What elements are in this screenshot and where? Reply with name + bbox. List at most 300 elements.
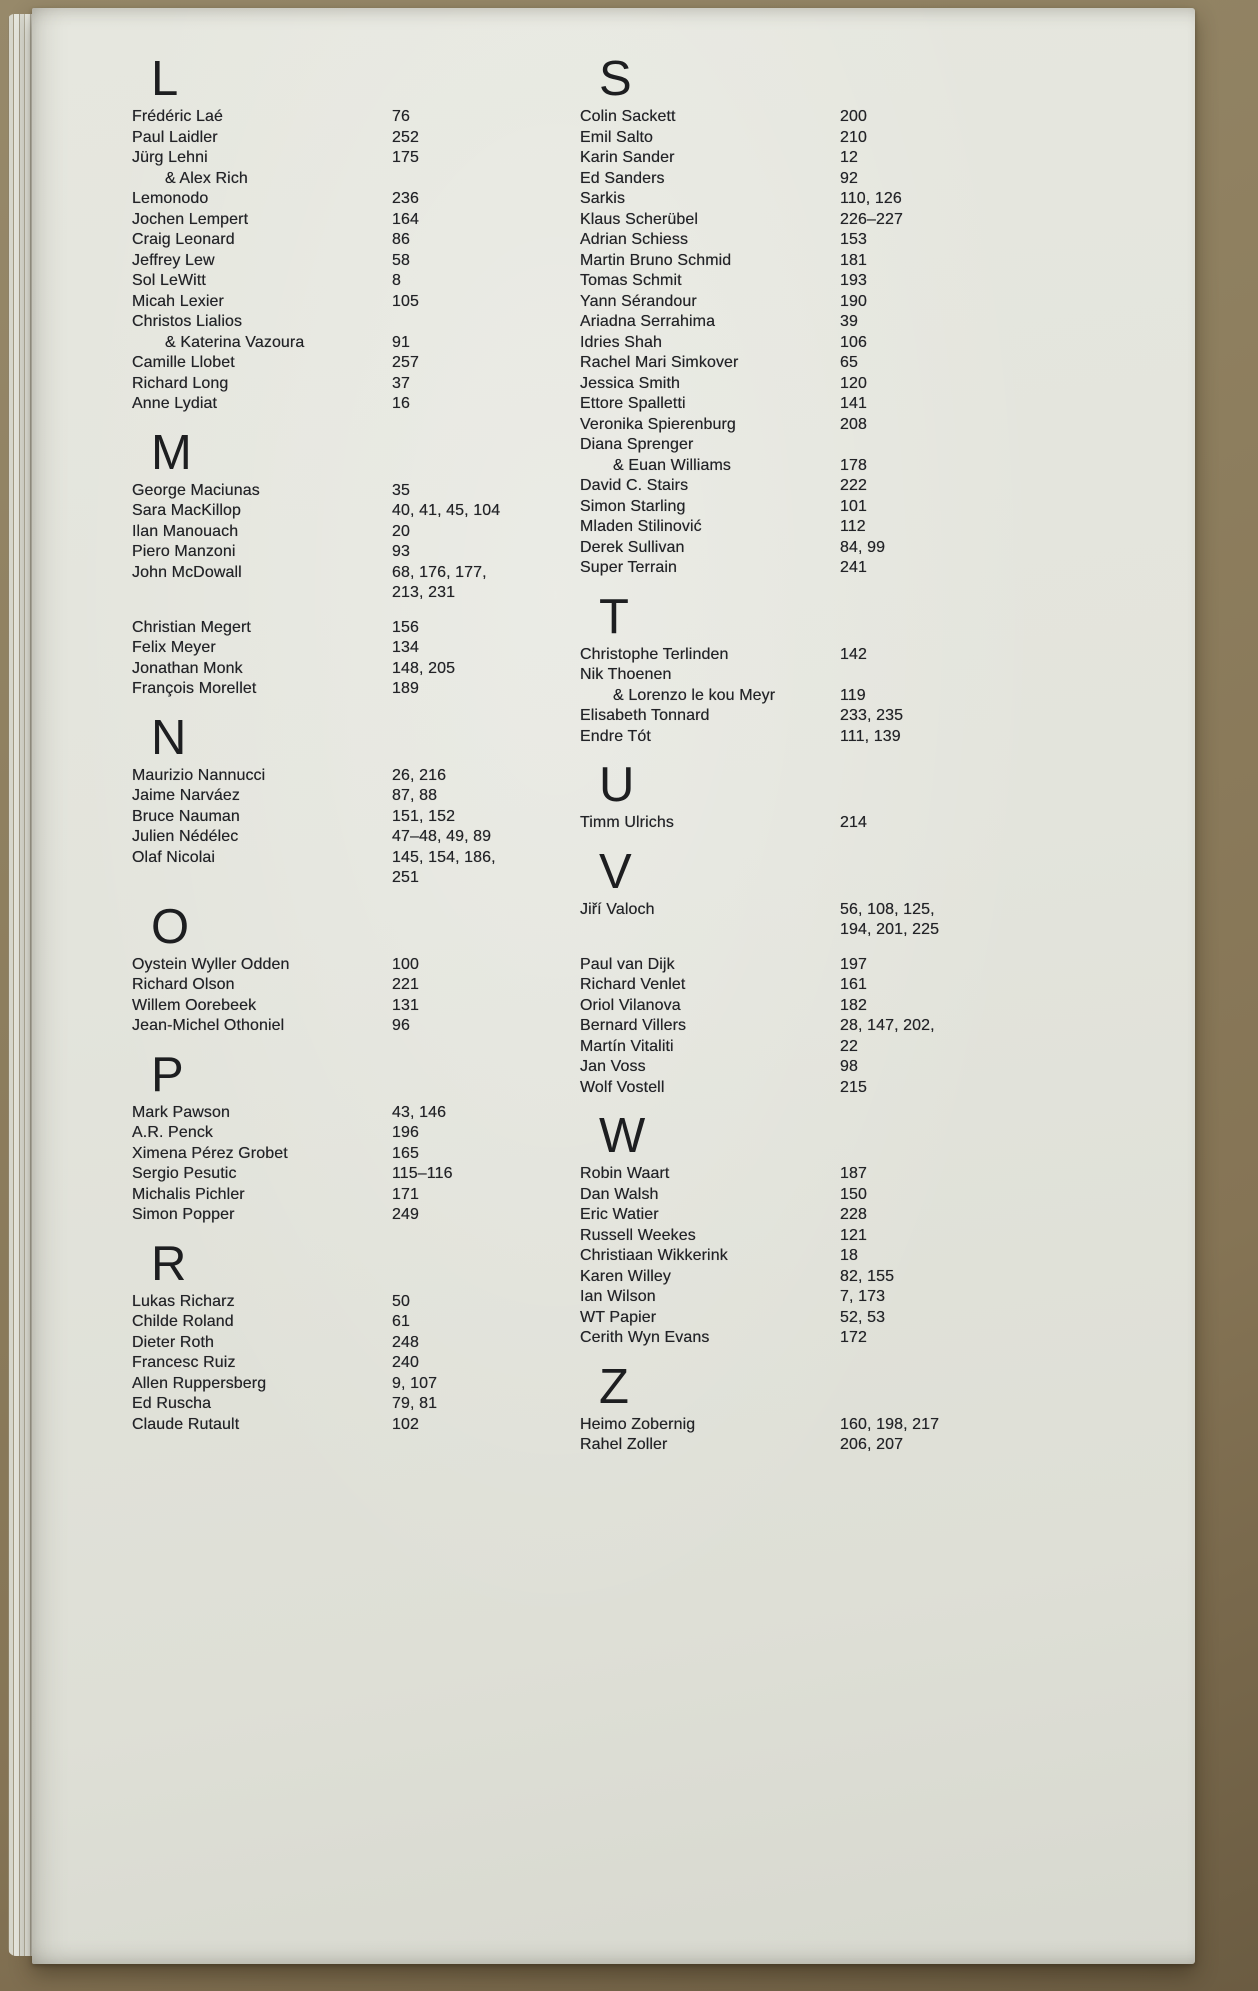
index-row — [580, 727, 1080, 748]
entry-name: Sol LeWitt — [132, 272, 206, 289]
index-row — [132, 955, 584, 976]
entry-pages: 252 — [392, 128, 419, 146]
entry-name: Simon Popper — [132, 1206, 235, 1223]
entry-pages: 119 — [840, 686, 866, 704]
index-row — [580, 900, 1080, 921]
index-row — [132, 807, 584, 828]
index-row — [132, 1164, 584, 1185]
entry-pages: 194, 201, 225 — [840, 921, 940, 938]
index-row — [580, 645, 1080, 666]
section-letter: V — [599, 844, 633, 899]
entry-pages: 8 — [392, 272, 401, 289]
index-row — [580, 1164, 1080, 1185]
entry-name: Derek Sullivan — [580, 538, 685, 556]
entry-pages: 142 — [840, 645, 867, 663]
entry-name: Felix Meyer — [132, 639, 216, 656]
entry-name: Simon Starling — [580, 497, 686, 515]
index-row — [580, 920, 1080, 941]
entry-name: Heimo Zobernig — [580, 1415, 696, 1433]
entry-pages: 175 — [392, 149, 419, 166]
entry-name: Eric Watier — [580, 1206, 659, 1223]
entry-name: Cerith Wyn Evans — [580, 1329, 710, 1346]
entry-pages: 187 — [840, 1165, 867, 1182]
entry-name: Adrian Schiess — [580, 231, 689, 248]
entry-name: Dieter Roth — [132, 1333, 215, 1351]
index-row — [132, 563, 584, 584]
entry-name: Jaime Narváez — [132, 787, 241, 804]
index-section-U — [580, 760, 1080, 834]
section-letter: L — [151, 52, 179, 106]
entry-pages: 61 — [392, 1313, 410, 1330]
entry-name: Sarkis — [580, 190, 626, 207]
index-row — [132, 786, 584, 807]
entry-pages: 18 — [840, 1247, 858, 1264]
entry-name: Ian Wilson — [580, 1288, 656, 1305]
entry-pages: 91 — [392, 333, 410, 351]
entry-pages: 65 — [840, 354, 858, 371]
index-row — [580, 1287, 1080, 1308]
entry-name: WT Papier — [580, 1308, 657, 1326]
entry-name: Ilan Manouach — [132, 522, 239, 540]
entry-pages: 16 — [392, 395, 410, 412]
entry-pages: 35 — [392, 481, 410, 499]
index-row — [580, 394, 1080, 415]
entry-name: Jessica Smith — [580, 374, 680, 392]
index-row — [580, 517, 1080, 538]
index-row — [132, 659, 584, 680]
entry-pages: 206, 207 — [840, 1436, 904, 1453]
index-row — [132, 230, 584, 251]
entry-name: Wolf Vostell — [580, 1078, 665, 1096]
entry-pages: 93 — [392, 543, 410, 560]
entry-name: Colin Sackett — [580, 108, 676, 125]
index-row — [580, 251, 1080, 272]
entry-pages: 111, 139 — [840, 727, 901, 745]
index-row — [580, 189, 1080, 210]
entry-pages: 208 — [840, 415, 867, 433]
section-letter: O — [151, 899, 190, 954]
entry-name: Lemonodo — [132, 190, 209, 207]
entry-name: Yann Sérandour — [580, 292, 697, 310]
index-row — [132, 618, 584, 639]
index-section-L — [132, 54, 584, 415]
index-row — [580, 456, 1080, 477]
entry-name: Julien Nédélec — [132, 828, 239, 845]
entry-pages: 84, 99 — [840, 538, 886, 556]
entry-pages: 28, 147, 202, — [840, 1017, 935, 1034]
entry-pages: 92 — [840, 169, 858, 187]
index-section-W — [580, 1111, 1080, 1349]
entry-name: Maurizio Nannucci — [132, 766, 266, 784]
entry-name: Sergio Pesutic — [132, 1165, 237, 1182]
entry-name: Jeffrey Lew — [132, 251, 215, 269]
entry-pages: 151, 152 — [392, 807, 456, 825]
index-row — [580, 353, 1080, 374]
entry-name: Diana Sprenger — [580, 436, 694, 453]
index-row — [580, 148, 1080, 169]
entry-name: & Euan Williams — [613, 456, 731, 474]
index-row — [132, 975, 584, 996]
entry-pages: 190 — [840, 292, 867, 310]
entry-name: A.R. Penck — [132, 1124, 214, 1141]
entry-name: Timm Ulrichs — [580, 814, 674, 831]
index-row — [132, 1123, 584, 1144]
index-row — [580, 1267, 1080, 1288]
entry-name: Ed Ruscha — [132, 1395, 212, 1412]
entry-name: Veronika Spierenburg — [580, 415, 736, 433]
entry-pages: 172 — [840, 1329, 867, 1346]
entry-pages: 236 — [392, 190, 419, 207]
entry-name: Emil Salto — [580, 128, 654, 146]
index-row — [132, 1185, 584, 1206]
index-section-T — [580, 589, 1080, 748]
index-row — [132, 1374, 584, 1395]
index-row — [132, 1292, 584, 1313]
entry-pages: 153 — [840, 231, 867, 248]
index-section-S — [580, 54, 1080, 579]
entry-pages: 110, 126 — [840, 190, 902, 207]
entry-pages: 9, 107 — [392, 1374, 438, 1392]
entry-name: Childe Roland — [132, 1313, 234, 1330]
entry-pages: 12 — [840, 149, 858, 166]
section-letter: W — [599, 1109, 646, 1163]
entry-pages: 210 — [840, 128, 867, 146]
index-section-R — [132, 1236, 584, 1436]
entry-name: Klaus Scherübel — [580, 210, 699, 228]
entry-name: Idries Shah — [580, 333, 663, 351]
entry-name: Camille Llobet — [132, 354, 235, 371]
entry-name: Paul van Dijk — [580, 955, 675, 973]
entry-pages: 257 — [392, 354, 419, 371]
entry-pages: 221 — [392, 976, 419, 993]
entry-name: John McDowall — [132, 563, 242, 581]
index-row — [132, 522, 584, 543]
entry-name: & Alex Rich — [165, 169, 248, 187]
entry-name: Craig Leonard — [132, 231, 235, 248]
entry-name: Mladen Stilinović — [580, 518, 702, 535]
index-row — [580, 312, 1080, 333]
entry-name: George Maciunas — [132, 481, 260, 499]
entry-name: Piero Manzoni — [132, 543, 236, 560]
section-letter: P — [151, 1047, 185, 1102]
entry-name: Christophe Terlinden — [580, 645, 729, 663]
index-row — [132, 189, 584, 210]
entry-name: Nik Thoenen — [580, 666, 672, 683]
entry-pages: 156 — [392, 618, 419, 636]
entry-name: Bernard Villers — [580, 1017, 687, 1034]
entry-name: Anne Lydiat — [132, 395, 218, 412]
entry-name: Ximena Pérez Grobet — [132, 1144, 288, 1162]
index-row — [580, 1226, 1080, 1247]
entry-pages: 249 — [392, 1206, 419, 1223]
entry-pages: 76 — [392, 108, 410, 125]
entry-name: Super Terrain — [580, 559, 678, 576]
index-row — [580, 210, 1080, 231]
entry-pages: 50 — [392, 1292, 410, 1310]
entry-pages: 213, 231 — [392, 584, 456, 601]
entry-name: Karin Sander — [580, 149, 675, 166]
index-row — [132, 827, 584, 848]
entry-pages: 82, 155 — [840, 1267, 895, 1285]
entry-pages: 141 — [840, 395, 867, 412]
index-row — [132, 848, 584, 869]
index-row — [132, 583, 584, 604]
index-row — [132, 271, 584, 292]
index-row — [580, 1415, 1080, 1436]
index-row — [580, 1328, 1080, 1349]
index-row — [132, 1312, 584, 1333]
entry-pages: 241 — [840, 559, 867, 576]
entry-name: Oriol Vilanova — [580, 996, 681, 1014]
entry-pages: 96 — [392, 1017, 410, 1034]
index-row — [580, 538, 1080, 559]
entry-name: Mark Pawson — [132, 1103, 231, 1121]
entry-pages: 161 — [840, 976, 867, 993]
entry-pages: 200 — [840, 108, 867, 125]
entry-pages: 240 — [392, 1354, 419, 1371]
index-row — [580, 107, 1080, 128]
index-row — [580, 271, 1080, 292]
index-column-left — [132, 54, 584, 1435]
entry-name: Micah Lexier — [132, 292, 224, 310]
entry-pages: 197 — [840, 955, 867, 973]
index-row — [580, 1308, 1080, 1329]
entry-name: Bruce Nauman — [132, 807, 240, 825]
entry-name: Rachel Mari Simkover — [580, 354, 739, 371]
index-row — [132, 1394, 584, 1415]
index-section-P — [132, 1047, 584, 1226]
index-row — [132, 542, 584, 563]
entry-pages: 164 — [392, 210, 419, 228]
entry-pages: 182 — [840, 996, 867, 1014]
index-row — [580, 1435, 1080, 1456]
entry-name: Tomas Schmit — [580, 272, 682, 289]
index-row — [132, 169, 584, 190]
index-row — [580, 1057, 1080, 1078]
index-row — [132, 353, 584, 374]
entry-name: Martin Bruno Schmid — [580, 251, 732, 269]
entry-pages: 100 — [392, 955, 419, 973]
index-row — [580, 292, 1080, 313]
entry-pages: 215 — [840, 1078, 867, 1096]
entry-name: Francesc Ruiz — [132, 1354, 236, 1371]
index-row — [580, 1016, 1080, 1037]
index-row — [580, 497, 1080, 518]
entry-name: Rahel Zoller — [580, 1436, 668, 1453]
index-row — [132, 868, 584, 889]
entry-pages: 222 — [840, 477, 867, 494]
index-column-right — [580, 54, 1080, 1456]
index-row — [132, 1103, 584, 1124]
index-row — [132, 501, 584, 522]
entry-name: Richard Long — [132, 374, 229, 392]
index-row — [132, 1333, 584, 1354]
entry-pages: 226–227 — [840, 210, 903, 228]
entry-name: Martín Vitaliti — [580, 1037, 674, 1055]
index-row — [132, 1353, 584, 1374]
entry-name: Willem Oorebeek — [132, 996, 257, 1014]
entry-pages: 98 — [840, 1058, 858, 1075]
index-section-O — [132, 899, 584, 1037]
entry-name: Jiří Valoch — [580, 900, 655, 918]
entry-name: Karen Willey — [580, 1267, 672, 1285]
entry-name: Jochen Lempert — [132, 210, 249, 228]
entry-pages: 87, 88 — [392, 787, 438, 804]
entry-name: Olaf Nicolai — [132, 848, 216, 866]
section-letter: M — [151, 425, 193, 480]
entry-name: Paul Laidler — [132, 128, 218, 146]
entry-pages: 178 — [840, 456, 867, 474]
index-row — [132, 292, 584, 313]
entry-name: Michalis Pichler — [132, 1185, 245, 1203]
index-section-N — [132, 710, 584, 889]
entry-name: Jean-Michel Othoniel — [132, 1017, 285, 1034]
index-page — [32, 8, 1195, 1964]
index-row — [132, 394, 584, 415]
entry-name: Richard Venlet — [580, 976, 686, 993]
index-section-Z — [580, 1359, 1080, 1456]
index-row — [132, 1144, 584, 1165]
index-row — [580, 558, 1080, 579]
index-row — [580, 1205, 1080, 1226]
entry-name: Jürg Lehni — [132, 149, 208, 166]
index-row — [580, 230, 1080, 251]
entry-pages: 115–116 — [392, 1165, 453, 1182]
entry-pages: 22 — [840, 1037, 858, 1055]
section-letter: S — [599, 52, 633, 106]
entry-pages: 106 — [840, 333, 867, 351]
section-letter: R — [151, 1236, 187, 1291]
entry-pages: 120 — [840, 374, 867, 392]
entry-name: Elisabeth Tonnard — [580, 707, 710, 724]
entry-pages: 43, 146 — [392, 1103, 447, 1121]
entry-pages: 189 — [392, 680, 419, 697]
entry-pages: 79, 81 — [392, 1395, 438, 1412]
entry-pages: 171 — [392, 1185, 419, 1203]
entry-name: François Morellet — [132, 680, 257, 697]
entry-name: Allen Ruppersberg — [132, 1374, 267, 1392]
index-row — [580, 374, 1080, 395]
index-row — [580, 476, 1080, 497]
entry-name: Lukas Richarz — [132, 1292, 235, 1310]
entry-pages: 121 — [840, 1226, 867, 1244]
entry-name: Russell Weekes — [580, 1226, 696, 1244]
entry-pages: 165 — [392, 1144, 419, 1162]
entry-name: Frédéric Laé — [132, 108, 224, 125]
index-row — [132, 481, 584, 502]
entry-pages: 7, 173 — [840, 1288, 886, 1305]
entry-name: & Katerina Vazoura — [165, 333, 305, 351]
entry-name: Christian Megert — [132, 618, 251, 636]
entry-name: & Lorenzo le kou Meyr — [613, 686, 776, 704]
entry-name: Ariadna Serrahima — [580, 313, 716, 330]
entry-name: Ed Sanders — [580, 169, 665, 187]
index-row — [580, 686, 1080, 707]
index-row — [132, 148, 584, 169]
entry-name: David C. Stairs — [580, 477, 689, 494]
entry-pages: 228 — [840, 1206, 867, 1223]
entry-name: Oystein Wyller Odden — [132, 955, 290, 973]
index-row — [580, 415, 1080, 436]
section-letter: T — [599, 589, 630, 644]
entry-pages: 101 — [840, 497, 867, 515]
index-row — [132, 312, 584, 333]
entry-pages: 248 — [392, 1333, 419, 1351]
entry-pages: 39 — [840, 313, 858, 330]
entry-pages: 150 — [840, 1185, 867, 1203]
index-row — [132, 1415, 584, 1436]
index-row — [132, 374, 584, 395]
index-row — [132, 766, 584, 787]
index-row — [580, 1078, 1080, 1099]
entry-pages: 131 — [392, 996, 419, 1014]
entry-pages: 233, 235 — [840, 707, 904, 724]
entry-pages: 40, 41, 45, 104 — [392, 502, 501, 519]
index-row — [132, 638, 584, 659]
entry-pages: 68, 176, 177, — [392, 563, 487, 581]
index-row — [132, 1205, 584, 1226]
entry-pages: 52, 53 — [840, 1308, 886, 1326]
index-row — [580, 813, 1080, 834]
index-section-M — [132, 425, 584, 700]
index-row — [132, 210, 584, 231]
index-row — [580, 1185, 1080, 1206]
entry-pages: 105 — [392, 292, 419, 310]
entry-pages: 214 — [840, 814, 867, 831]
entry-pages: 145, 154, 186, — [392, 848, 496, 866]
entry-pages: 160, 198, 217 — [840, 1415, 940, 1433]
index-row — [132, 333, 584, 354]
section-letter: N — [151, 710, 187, 765]
entry-pages: 196 — [392, 1124, 419, 1141]
entry-name: Robin Waart — [580, 1165, 670, 1182]
entry-pages: 58 — [392, 251, 410, 269]
index-row — [580, 1246, 1080, 1267]
index-row — [580, 128, 1080, 149]
entry-pages: 47–48, 49, 89 — [392, 828, 492, 845]
entry-pages: 112 — [840, 518, 866, 535]
entry-name: Richard Olson — [132, 976, 235, 993]
entry-pages: 193 — [840, 272, 867, 289]
index-section-V — [580, 844, 1080, 1099]
entry-name: Ettore Spalletti — [580, 395, 686, 412]
entry-pages: 148, 205 — [392, 659, 456, 677]
index-row — [580, 435, 1080, 456]
entry-pages: 26, 216 — [392, 766, 447, 784]
entry-pages: 134 — [392, 639, 419, 656]
entry-pages: 20 — [392, 522, 410, 540]
section-letter: U — [599, 758, 635, 812]
index-row — [580, 955, 1080, 976]
entry-name: Jan Voss — [580, 1058, 646, 1075]
entry-name: Christos Lialios — [132, 313, 243, 330]
index-row — [132, 128, 584, 149]
index-row — [580, 975, 1080, 996]
entry-pages: 251 — [392, 869, 419, 886]
entry-pages: 56, 108, 125, — [840, 900, 935, 918]
index-row — [132, 679, 584, 700]
entry-name: Dan Walsh — [580, 1185, 659, 1203]
entry-pages: 37 — [392, 374, 410, 392]
index-row — [132, 107, 584, 128]
entry-name: Christiaan Wikkerink — [580, 1247, 728, 1264]
index-row — [580, 706, 1080, 727]
entry-name: Sara MacKillop — [132, 502, 242, 519]
index-row — [580, 996, 1080, 1017]
index-row — [580, 665, 1080, 686]
entry-pages: 86 — [392, 231, 410, 248]
section-letter: Z — [599, 1359, 630, 1414]
